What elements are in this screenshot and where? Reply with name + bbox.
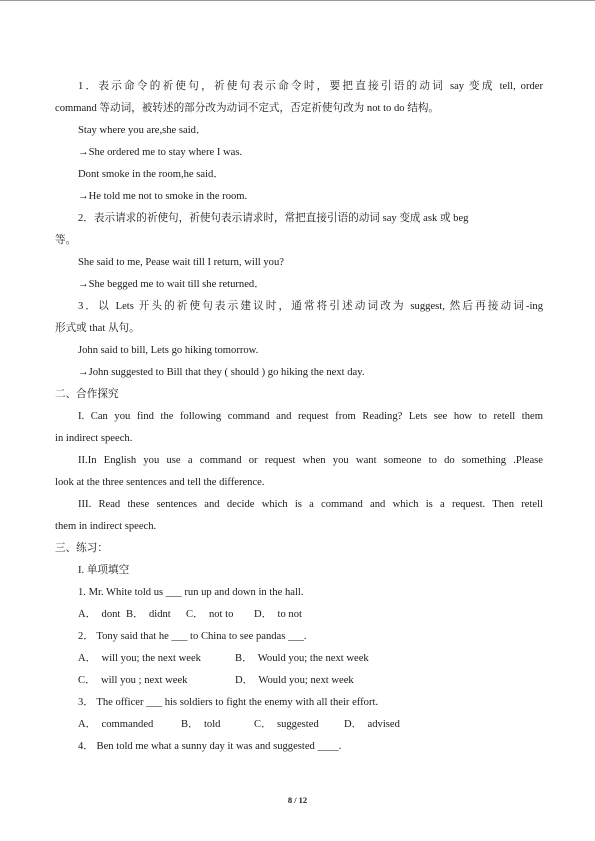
rule-2-cont: 等。	[55, 235, 77, 246]
rule-1-cont: command 等动词，被转述的部分改为动词不定式，否定祈使句改为 not to do 结构。	[55, 103, 440, 114]
option-b: B． told	[181, 719, 221, 730]
example-reported: →He told me not to smoke in the room.	[78, 191, 248, 202]
rule-3-cont: 形式或 that 从句。	[55, 323, 140, 334]
example-quote: Stay where you are,she said．	[78, 125, 207, 136]
example-quote: Dont smoke in the room,he said．	[78, 169, 224, 180]
exercise-heading: I. 单项填空	[78, 565, 130, 576]
task-2-cont: look at the three sentences and tell the difference.	[55, 477, 265, 488]
question-2: 2． Tony said that he ___ to China to see pandas ___.	[78, 631, 307, 642]
section-heading: 三、练习：	[55, 543, 108, 554]
rule-1-intro: 1．表示命令的祈使句，祈使句表示命令时，要把直接引语的动词 say 变成 tell, order	[78, 81, 543, 92]
example-reported: →She begged me to wait till she returned．	[78, 279, 265, 290]
option-d: D． Would you; next week	[235, 675, 354, 686]
option-a: A． dont	[78, 609, 121, 620]
option-d: D． advised	[344, 719, 400, 730]
task-1: I. Can you find the following command and request from Reading? Lets see how to retell them	[78, 411, 543, 422]
question-4: 4． Ben told me what a sunny day it was and suggested ____.	[78, 741, 342, 752]
option-b: B． didnt	[126, 609, 171, 620]
example-quote: John said to bill, Lets go hiking tomorrow.	[78, 345, 259, 356]
question-2-options	[78, 674, 543, 688]
task-1-cont: in indirect speech.	[55, 433, 133, 444]
example-reported: →John suggested to Bill that they ( should ) go hiking the next day.	[78, 367, 365, 378]
option-c: C． will you ; next week	[78, 675, 188, 686]
section-heading: 二、合作探究	[55, 389, 119, 400]
option-a: A． will you; the next week	[78, 653, 201, 664]
question-1: 1. Mr. White told us ___ run up and down in the hall.	[78, 587, 304, 598]
option-c: C． suggested	[254, 719, 319, 730]
question-3: 3． The officer ___ his soldiers to fight the enemy with all their effort.	[78, 697, 379, 708]
option-c: C． not to	[186, 609, 234, 620]
question-1-options	[78, 608, 543, 622]
top-rule	[0, 0, 595, 1]
rule-3-intro: 3．以 Lets 开头的祈使句表示建议时，通常将引述动词改为 suggest, 然后再接动词-ing	[78, 301, 543, 312]
option-a: A． commanded	[78, 719, 154, 730]
task-3-cont: them in indirect speech.	[55, 521, 157, 532]
option-d: D． to not	[254, 609, 302, 620]
task-3: III. Read these sentences and decide which is a command and which is a request. Then retell	[78, 499, 543, 510]
page-number: 8 / 12	[287, 795, 308, 805]
example-quote: She said to me, Pease wait till I return, will you?	[78, 257, 284, 268]
question-2-options	[78, 652, 543, 666]
example-reported: →She ordered me to stay where I was.	[78, 147, 243, 158]
rule-2-intro: 2．表示请求的祈使句，祈使句表示请求时，常把直接引语的动词 say 变成 ask 或 beg	[78, 213, 469, 224]
task-2: II.In English you use a command or request when you want someone to do something .Please	[78, 455, 543, 466]
option-b: B． Would you; the next week	[235, 653, 369, 664]
question-3-options	[78, 718, 543, 732]
